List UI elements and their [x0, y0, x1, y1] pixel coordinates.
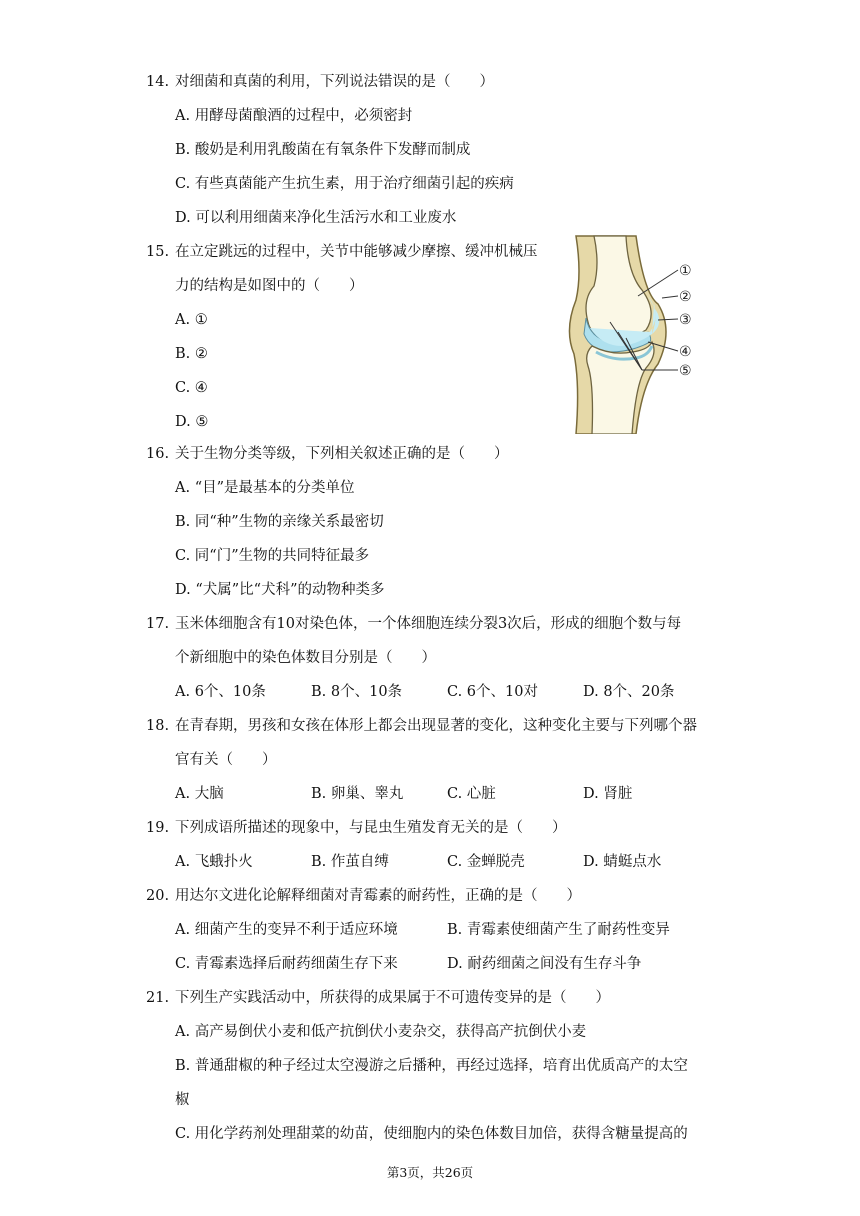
option-a: A. 飞蛾扑火 — [175, 854, 253, 870]
option-d: D. 8个、20条 — [583, 684, 675, 700]
question-number: 21. — [146, 990, 170, 1006]
question-stem: 在青春期，男孩和女孩在体形上都会出现显著的变化，这种变化主要与下列哪个器 — [175, 718, 697, 734]
question-number: 19. — [146, 820, 170, 836]
option-c: C. 6个、10对 — [447, 684, 538, 700]
question-number: 14. — [146, 74, 170, 90]
option-a: A. 用酵母菌酿酒的过程中，必须密封 — [175, 108, 413, 124]
option-a: A. 细菌产生的变异不利于适应环境 — [175, 922, 398, 938]
option-a: A. 6个、10条 — [175, 684, 266, 700]
option-c: C. 同“门”生物的共同特征最多 — [175, 548, 370, 564]
option-b: B. 同“种”生物的亲缘关系最密切 — [175, 514, 384, 530]
option-c: C. 金蝉脱壳 — [447, 854, 525, 870]
option-d: D. 肾脏 — [583, 786, 633, 802]
option-b: B. 普通甜椒的种子经过太空漫游之后播种，再经过选择，培育出优质高产的太空 — [175, 1058, 688, 1074]
option-b: B. ② — [175, 346, 208, 362]
question-number: 20. — [146, 888, 170, 904]
option-d: D. “犬属”比“犬科”的动物种类多 — [175, 582, 385, 598]
option-b: B. 青霉素使细菌产生了耐药性变异 — [447, 922, 670, 938]
option-c: C. 青霉素选择后耐药细菌生存下来 — [175, 956, 398, 972]
option-c: C. 用化学药剂处理甜菜的幼苗，使细胞内的染色体数目加倍，获得含糖量提高的 — [175, 1126, 688, 1142]
option-c: C. 心脏 — [447, 786, 496, 802]
figure-label-4: ④ — [679, 344, 692, 360]
option-d: D. ⑤ — [175, 414, 209, 430]
question-stem: 下列成语所描述的现象中，与昆虫生殖发育无关的是（ ） — [175, 820, 567, 836]
option-b: B. 酸奶是利用乳酸菌在有氧条件下发酵而制成 — [175, 142, 471, 158]
option-c: C. 有些真菌能产生抗生素，用于治疗细菌引起的疾病 — [175, 176, 514, 192]
page-footer: 第3页，共26页 — [386, 1165, 474, 1180]
option-a: A. “目”是最基本的分类单位 — [175, 480, 355, 496]
question-stem: 关于生物分类等级，下列相关叙述正确的是（ ） — [175, 446, 509, 462]
question-stem-cont: 官有关（ ） — [175, 752, 277, 768]
option-d: D. 耐药细菌之间没有生存斗争 — [447, 956, 642, 972]
question-stem: 在立定跳远的过程中，关节中能够减少摩擦、缓冲机械压 — [175, 244, 538, 260]
option-b: B. 作茧自缚 — [311, 854, 389, 870]
question-stem: 用达尔文进化论解释细菌对青霉素的耐药性，正确的是（ ） — [175, 888, 581, 904]
option-c: C. ④ — [175, 380, 208, 396]
question-stem: 下列生产实践活动中，所获得的成果属于不可遗传变异的是（ ） — [175, 990, 610, 1006]
question-stem: 对细菌和真菌的利用，下列说法错误的是（ ） — [175, 74, 494, 90]
question-stem-cont: 个新细胞中的染色体数目分别是（ ） — [175, 650, 436, 666]
figure-label-1: ① — [679, 263, 692, 279]
option-d: D. 可以利用细菌来净化生活污水和工业废水 — [175, 210, 457, 226]
question-number: 17. — [146, 616, 170, 632]
question-stem-cont: 力的结构是如图中的（ ） — [175, 278, 364, 294]
question-number: 15. — [146, 244, 170, 260]
option-b: B. 卵巢、睾丸 — [311, 786, 404, 802]
option-b: B. 8个、10条 — [311, 684, 403, 700]
option-a: A. 高产易倒伏小麦和低产抗倒伏小麦杂交，获得高产抗倒伏小麦 — [175, 1024, 587, 1040]
option-d: D. 蜻蜓点水 — [583, 854, 662, 870]
question-number: 18. — [146, 718, 170, 734]
figure-label-2: ② — [679, 289, 692, 305]
question-number: 16. — [146, 446, 170, 462]
option-b-cont: 椒 — [175, 1092, 190, 1108]
figure-label-5: ⑤ — [679, 363, 692, 379]
option-a: A. 大脑 — [175, 786, 224, 802]
figure-label-3: ③ — [679, 312, 692, 328]
knee-joint-diagram — [566, 234, 722, 434]
question-stem: 玉米体细胞含有10对染色体，一个体细胞连续分裂3次后，形成的细胞个数与每 — [175, 616, 682, 632]
option-a: A. ① — [175, 312, 208, 328]
